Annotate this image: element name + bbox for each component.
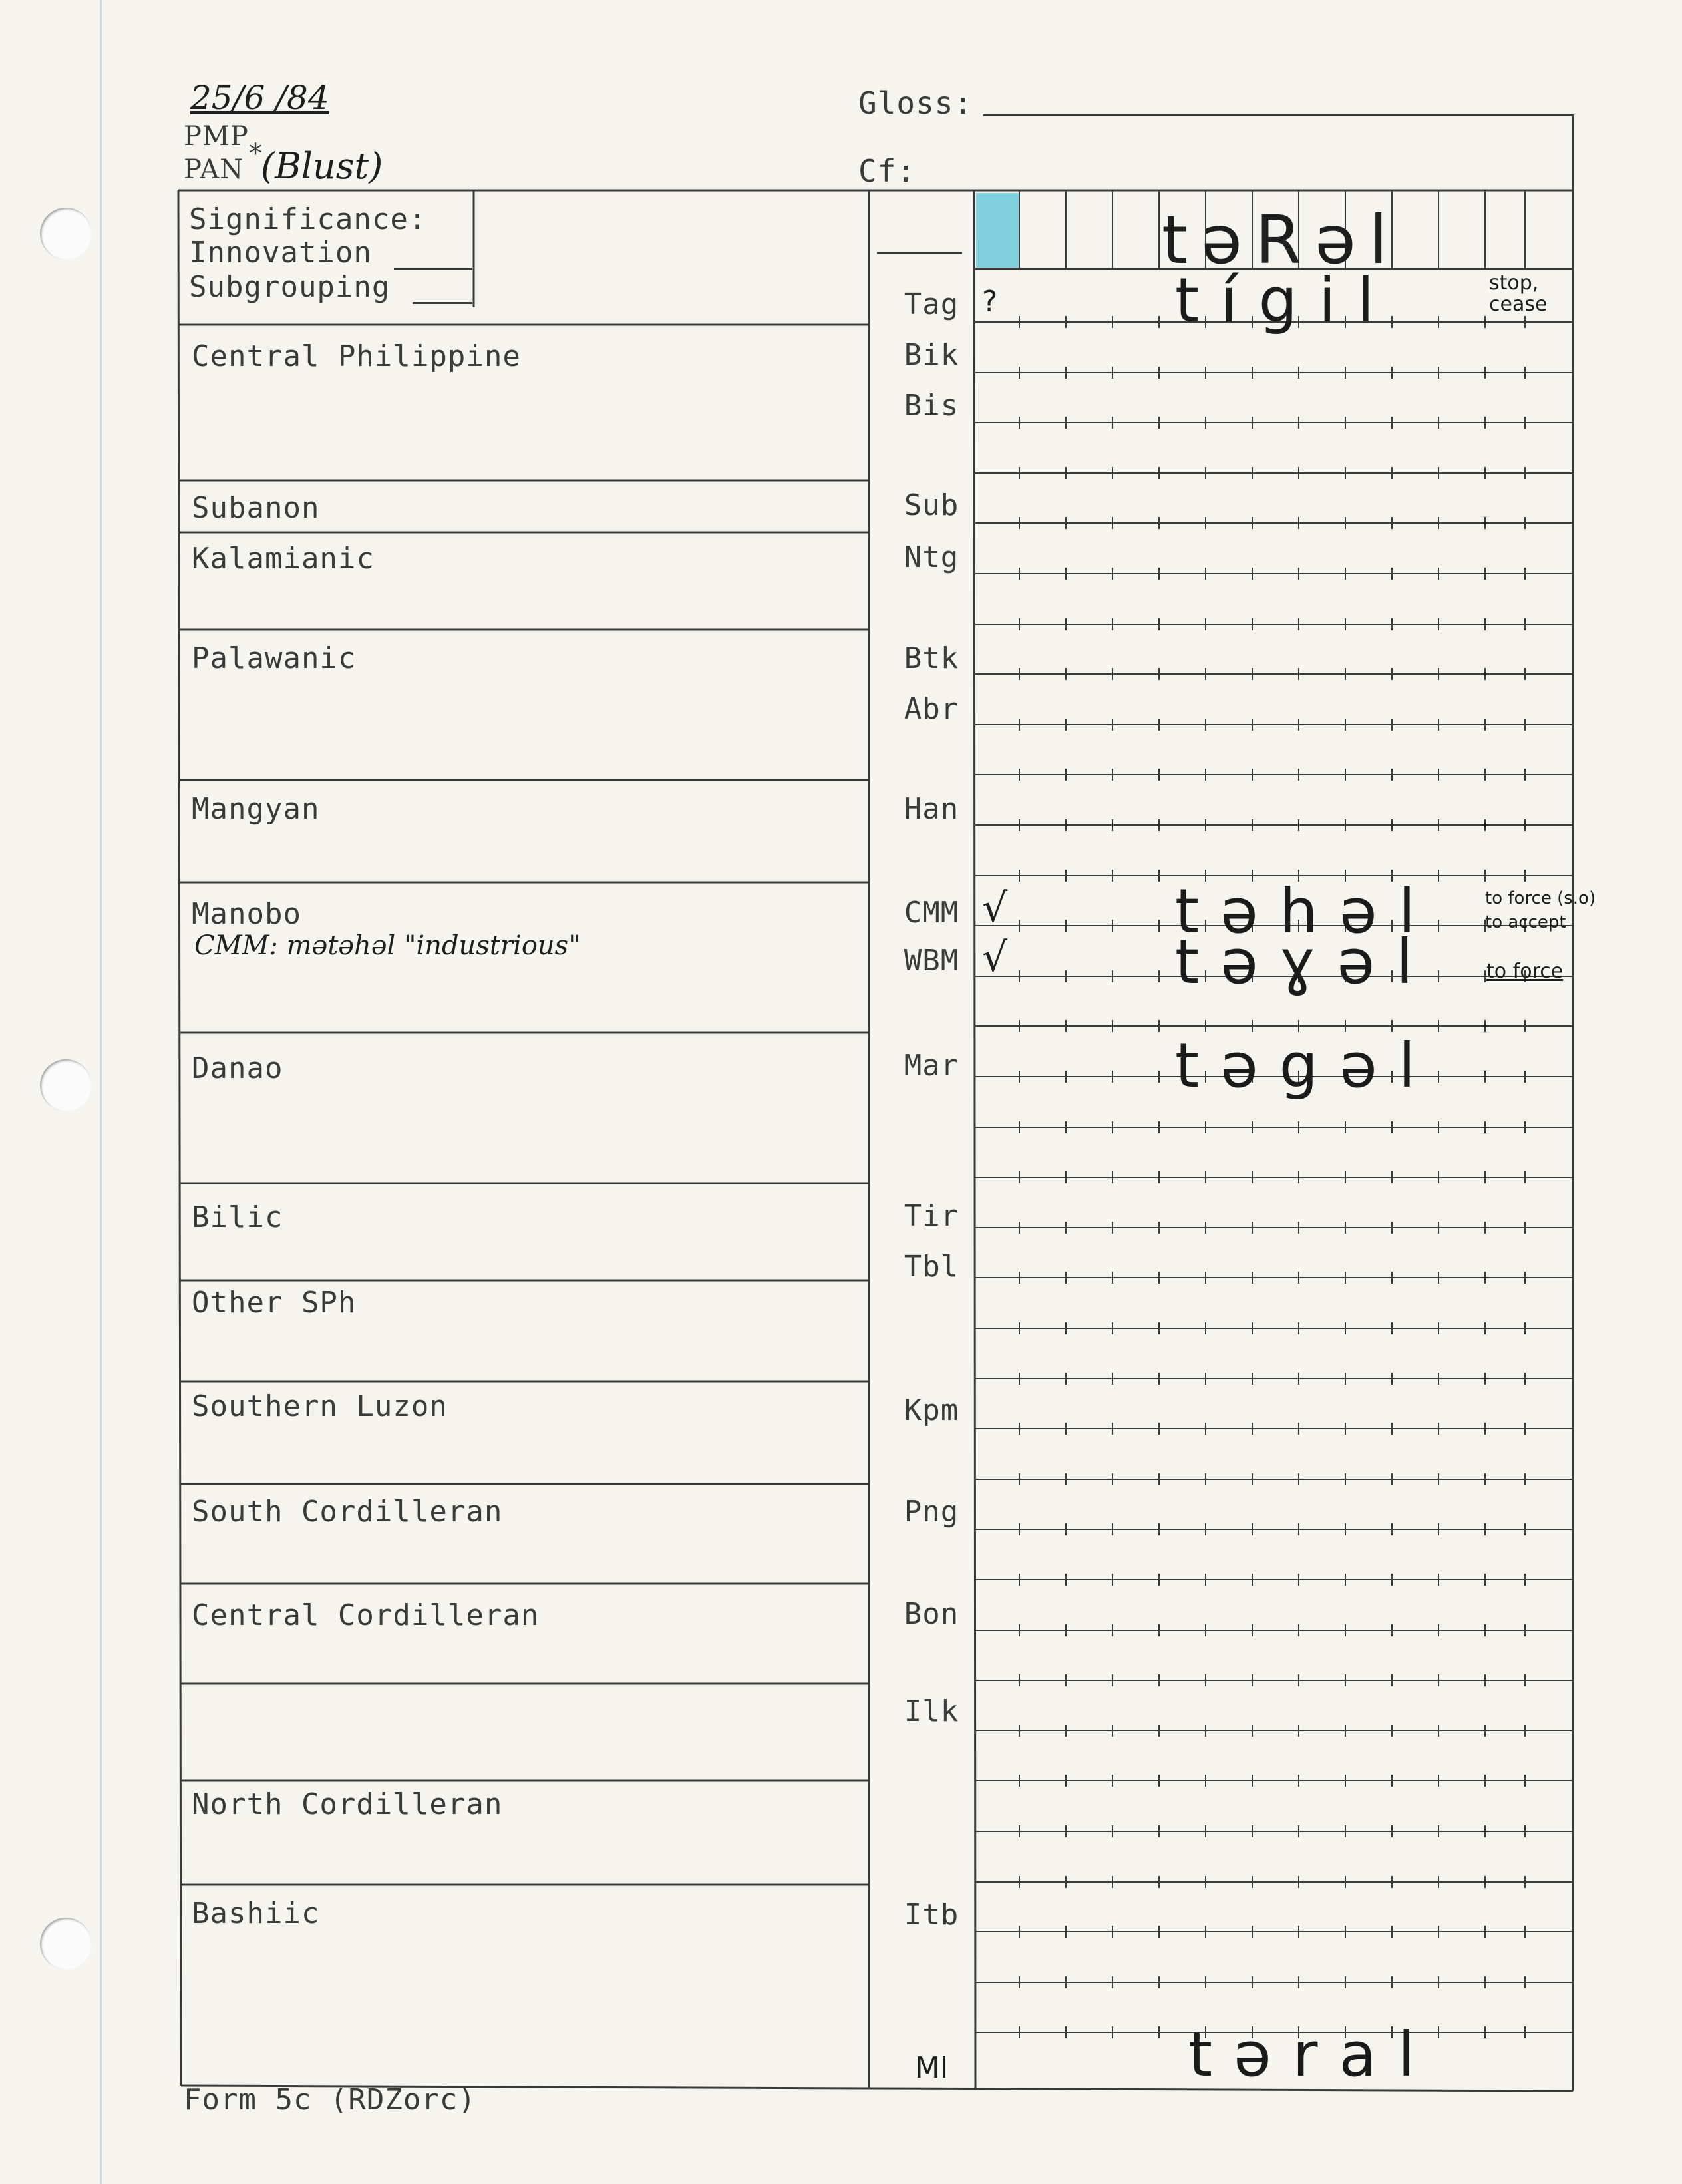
gloss-label: Gloss: (858, 85, 973, 121)
group-danao: Danao (192, 1051, 283, 1085)
code-cmm: CMM (904, 896, 959, 930)
pan-author: (Blust) (261, 145, 383, 187)
entry-tag-gloss: stop, cease (1489, 272, 1548, 316)
innovation-label: Innovation (189, 236, 372, 270)
innovation-blank (394, 268, 472, 270)
reconstruction-form: təRəl (1162, 201, 1401, 279)
group-mangyan: Mangyan (192, 792, 320, 826)
significance-title: Significance: (189, 202, 427, 236)
group-north-cordilleran: North Cordilleran (192, 1787, 503, 1821)
group-central-cordilleran: Central Cordilleran (192, 1598, 540, 1632)
code-sub: Sub (904, 488, 959, 522)
group-south-cordilleran: South Cordilleran (192, 1495, 503, 1529)
code-ntg: Ntg (904, 540, 959, 574)
code-han: Han (904, 792, 959, 826)
entry-wbm-gloss: to force (1486, 960, 1564, 983)
entry-cmm-form: təhəl (1175, 876, 1437, 947)
code-itb: Itb (904, 1898, 959, 1932)
entry-wbm-mark: √ (982, 934, 1008, 981)
pmp-label: PMP (184, 121, 249, 152)
code-abr: Abr (904, 692, 959, 726)
pan-label: PAN (184, 154, 244, 185)
group-subanon: Subanon (192, 491, 320, 525)
group-other-sph: Other SPh (192, 1286, 357, 1320)
form-footer: Form 5c (RDZorc) (184, 2083, 476, 2117)
code-kpm: Kpm (904, 1393, 959, 1427)
group-bilic: Bilic (192, 1200, 283, 1234)
subgrouping-blank (413, 302, 472, 304)
code-ml: Ml (914, 2051, 949, 2085)
code-tag: Tag (904, 287, 959, 321)
group-southern-luzon: Southern Luzon (192, 1389, 448, 1423)
entry-cmm-gloss: to force (s.o) to accept (1485, 888, 1596, 932)
entry-wbm-form: təɣəl (1175, 926, 1434, 998)
cf-label: Cf: (858, 153, 916, 189)
subgrouping-label: Subgrouping (189, 270, 391, 304)
entry-tag-mark: ? (982, 285, 998, 319)
code-tir: Tir (904, 1199, 959, 1233)
entry-ml-form: təral (1188, 2019, 1436, 2090)
code-mar: Mar (904, 1049, 959, 1083)
code-ilk: Ilk (904, 1694, 959, 1728)
code-bon: Bon (904, 1597, 959, 1631)
code-wbm: WBM (904, 944, 959, 978)
group-palawanic: Palawanic (192, 641, 357, 675)
group-central-philippine: Central Philippine (192, 339, 521, 373)
entry-mar-form: təgəl (1175, 1030, 1437, 1101)
asterisk: * (248, 138, 265, 169)
code-tbl: Tbl (904, 1250, 959, 1284)
entry-cmm-mark: √ (982, 885, 1008, 932)
code-bis: Bis (904, 389, 959, 423)
manobo-note: CMM: mətəhəl "industrious" (194, 930, 581, 961)
group-kalamianic: Kalamianic (192, 542, 375, 576)
date: 25/6 /84 (190, 79, 329, 117)
group-bashiic: Bashiic (192, 1897, 320, 1930)
group-manobo: Manobo (192, 897, 301, 931)
code-png: Png (904, 1495, 959, 1529)
code-bik: Bik (904, 338, 959, 372)
entry-tag-form: tígil (1175, 265, 1396, 336)
highlight-cell (976, 193, 1019, 268)
code-btk: Btk (904, 641, 959, 675)
